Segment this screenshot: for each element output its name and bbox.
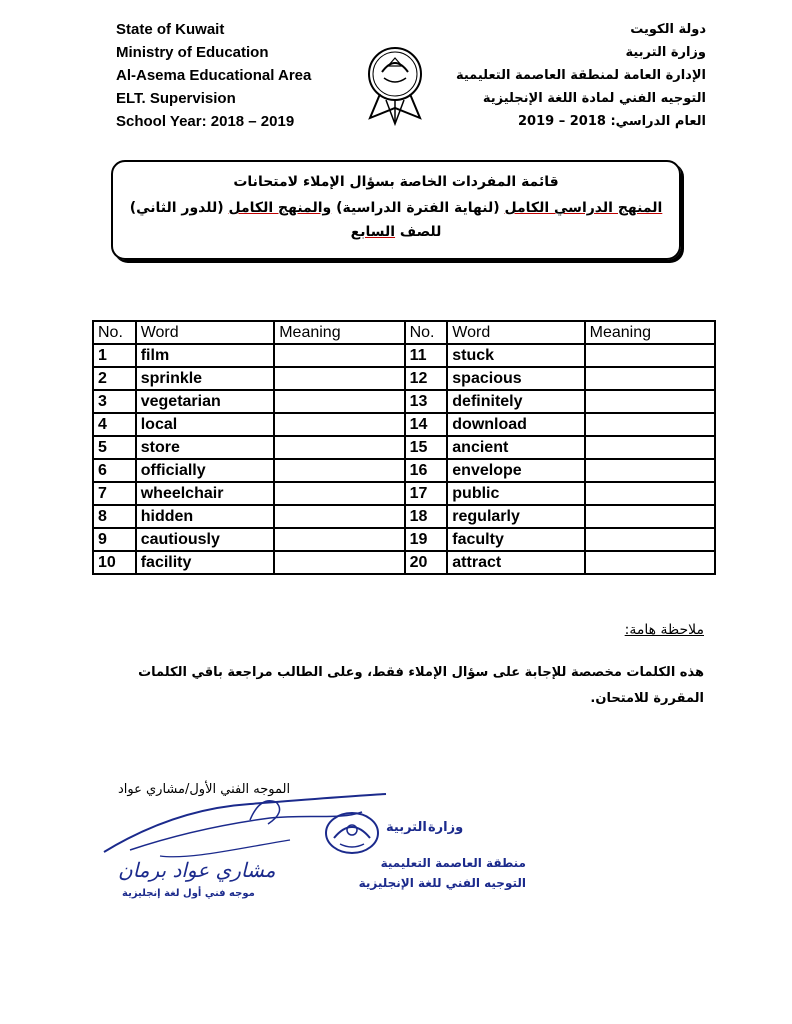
header-ar-line3: الإدارة العامة لمنطقة العاصمة التعليمية [455, 68, 706, 83]
header-en-line1: State of Kuwait [116, 21, 225, 38]
note-line1: هذه الكلمات مخصصة للإجابة على سؤال الإملاء فقط، وعلى الطالب مراجعة باقي الكلمات [138, 665, 704, 680]
cell-no-2: 16 [405, 459, 448, 482]
header-ar-line5: العام الدراسي: 2018 – 2019 [518, 114, 706, 129]
header-word-1: Word [136, 321, 275, 344]
signature-caption: الموجه الفني الأول/مشاري عواد [118, 782, 291, 797]
signature-subtitle: موجه فني أول لغة إنجليزية [122, 888, 255, 899]
department-stamp [316, 800, 536, 900]
table-header-row [93, 321, 715, 344]
cell-meaning-2 [585, 459, 715, 482]
cell-no-1: 7 [93, 482, 136, 505]
title-line2 [113, 200, 679, 216]
header-ar-line2: وزارة التربية [625, 45, 706, 60]
cell-word-2: stuck [447, 344, 584, 367]
table-row [93, 413, 715, 436]
table-row [93, 367, 715, 390]
title-line3-part-a: للصف [395, 224, 442, 240]
cell-no-2: 13 [405, 390, 448, 413]
header-ar-line4: التوجيه الفني لمادة اللغة الإنجليزية [482, 91, 706, 106]
cell-meaning-2 [585, 551, 715, 574]
title-line2-part-c: والمنهج الكامل [228, 200, 332, 216]
table-row [93, 551, 715, 574]
header-english [116, 18, 311, 133]
table-row [93, 459, 715, 482]
cell-meaning-1 [274, 482, 404, 505]
header-word-2: Word [447, 321, 584, 344]
header-en-line4: ELT. Supervision [116, 90, 236, 107]
cell-meaning-1 [274, 367, 404, 390]
table-row [93, 528, 715, 551]
table-row [93, 344, 715, 367]
cell-meaning-1 [274, 413, 404, 436]
header-meaning-1: Meaning [274, 321, 404, 344]
title-line3-part-b: السابع [350, 224, 396, 240]
cell-no-1: 2 [93, 367, 136, 390]
cell-no-1: 4 [93, 413, 136, 436]
note-line2: المقررة للامتحان. [590, 691, 704, 706]
title-line2-part-d: (للدور الثاني) [129, 200, 229, 216]
header-no-2: No. [405, 321, 448, 344]
signature-name: مشاري عواد برمان [118, 858, 276, 882]
cell-word-1: officially [136, 459, 275, 482]
cell-meaning-2 [585, 528, 715, 551]
cell-no-2: 19 [405, 528, 448, 551]
cell-word-1: vegetarian [136, 390, 275, 413]
title-line3 [113, 224, 679, 240]
cell-meaning-2 [585, 390, 715, 413]
cell-meaning-2 [585, 413, 715, 436]
stamp-word-2: التربية [386, 820, 427, 835]
title-box [111, 160, 681, 260]
cell-word-1: cautiously [136, 528, 275, 551]
header-ar-line1: دولة الكويت [630, 22, 706, 37]
cell-word-1: wheelchair [136, 482, 275, 505]
cell-no-2: 15 [405, 436, 448, 459]
cell-meaning-1 [274, 551, 404, 574]
header-no-1: No. [93, 321, 136, 344]
cell-no-1: 8 [93, 505, 136, 528]
header-arabic [456, 18, 706, 133]
cell-no-2: 18 [405, 505, 448, 528]
cell-no-2: 20 [405, 551, 448, 574]
stamp-line1: منطقة العاصمة التعليمية [380, 856, 526, 870]
cell-word-2: ancient [447, 436, 584, 459]
cell-word-2: spacious [447, 367, 584, 390]
cell-no-2: 14 [405, 413, 448, 436]
cell-meaning-1 [274, 528, 404, 551]
note-text [104, 660, 704, 712]
kuwait-emblem-icon [362, 44, 428, 126]
table-row [93, 482, 715, 505]
note-title: ملاحظة هامة: [624, 622, 704, 638]
cell-meaning-1 [274, 459, 404, 482]
cell-word-2: envelope [447, 459, 584, 482]
cell-word-1: sprinkle [136, 367, 275, 390]
cell-meaning-1 [274, 436, 404, 459]
header-meaning-2: Meaning [585, 321, 715, 344]
cell-meaning-2 [585, 482, 715, 505]
cell-word-1: film [136, 344, 275, 367]
cell-meaning-1 [274, 390, 404, 413]
cell-meaning-1 [274, 344, 404, 367]
cell-no-1: 9 [93, 528, 136, 551]
cell-word-2: faculty [447, 528, 584, 551]
cell-no-1: 1 [93, 344, 136, 367]
title-line1: قائمة المفردات الخاصة بسؤال الإملاء لامتحانات [233, 174, 559, 190]
cell-no-2: 17 [405, 482, 448, 505]
header-en-line2: Ministry of Education [116, 44, 269, 61]
header-en-line3: Al-Asema Educational Area [116, 67, 312, 84]
cell-meaning-1 [274, 505, 404, 528]
cell-no-1: 6 [93, 459, 136, 482]
title-line2-part-b: (لنهاية الفترة الدراسية) [331, 200, 505, 216]
cell-word-2: attract [447, 551, 584, 574]
cell-meaning-2 [585, 344, 715, 367]
title-line2-part-a: المنهج الدراسي الكامل [504, 200, 663, 216]
stamp-line2: التوجيه الفني للغة الإنجليزية [358, 876, 526, 890]
table-row [93, 505, 715, 528]
cell-word-2: regularly [447, 505, 584, 528]
table-body [93, 344, 715, 574]
cell-no-2: 12 [405, 367, 448, 390]
cell-no-1: 5 [93, 436, 136, 459]
cell-no-2: 11 [405, 344, 448, 367]
cell-word-2: definitely [447, 390, 584, 413]
stamp-word-1: وزارة [428, 820, 464, 835]
cell-meaning-2 [585, 436, 715, 459]
cell-no-1: 10 [93, 551, 136, 574]
cell-word-2: download [447, 413, 584, 436]
cell-no-1: 3 [93, 390, 136, 413]
ministry-logo-icon [322, 810, 382, 856]
cell-word-1: local [136, 413, 275, 436]
vocabulary-table [92, 320, 716, 575]
table-row [93, 436, 715, 459]
cell-word-1: facility [136, 551, 275, 574]
header-en-line5: School Year: 2018 – 2019 [116, 113, 295, 130]
cell-word-1: store [136, 436, 275, 459]
cell-meaning-2 [585, 505, 715, 528]
cell-word-2: public [447, 482, 584, 505]
table-row [93, 390, 715, 413]
cell-word-1: hidden [136, 505, 275, 528]
cell-meaning-2 [585, 367, 715, 390]
